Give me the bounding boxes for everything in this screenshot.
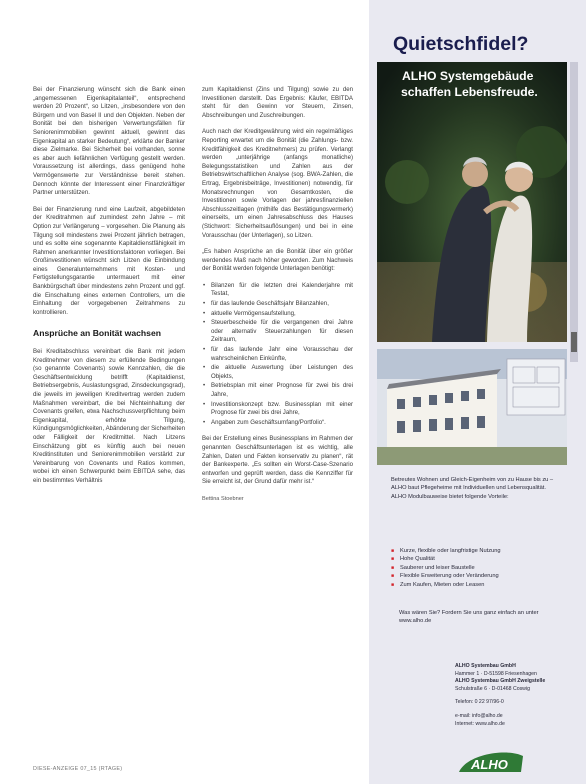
ad-address-block <box>455 663 565 728</box>
company-name: ALHO Systembau GmbH <box>455 663 516 669</box>
phone-number: Telefon: 0 22 97/96-0 <box>455 699 504 706</box>
list-item: • Investitionskonzept bzw. Businessplan mit einer Prognose für zwei bis drei Jahre, <box>202 401 353 418</box>
requirements-list <box>202 282 353 428</box>
ad-tagline-2: schaffen Lebensfreude. <box>401 85 538 99</box>
list-item: • Betriebsplan mit einer Prognose für zwei bis drei Jahre, <box>202 382 353 399</box>
website-link[interactable]: Internet: www.alho.de <box>455 720 505 727</box>
ad-contact-prompt: Was wären Sie? Fordern Sie uns ganz einfach an unter www.alho.de <box>399 610 539 625</box>
list-item: ■ Hohe Qualität <box>391 555 563 563</box>
company-name: ALHO Systembau GmbH Zweigstelle <box>455 678 546 685</box>
email-link[interactable]: e-mail: info@alho.de <box>455 712 503 719</box>
company-address: Schulstraße 6 · D-01468 Coswig <box>455 685 530 692</box>
list-item: • für das laufende Geschäftsjahr Bilanzahlen, <box>202 300 353 309</box>
section-heading: Ansprüche an Bonität wachsen <box>33 328 161 339</box>
ad-tagline-1: ALHO Systemgebäude <box>402 69 534 83</box>
ad-intro-text: Betreutes Wohnen und Gleich-Eigenheim von zu Hause bis zu – ALHO baut Pflegeheime mit Individuellen und Lebensqualität. ALHO Modulbauweise bietet folgende Vorteile: <box>391 477 554 500</box>
list-item: • die aktuelle Auswertung über Leistungen des Objekts, <box>202 364 353 381</box>
article-column-1 <box>33 86 185 494</box>
building-photo-image <box>377 349 567 465</box>
list-item: • Angaben zum Geschäftsumfang/Portfolio“. <box>202 419 353 428</box>
ad-side-strip <box>570 62 578 362</box>
list-item: ■ Sauberer und leiser Baustelle <box>391 564 563 572</box>
list-item: • Bilanzen für die letzten drei Kalenderjahre mit Testat, <box>202 282 353 299</box>
paragraph: zum Kapitaldienst (Zins und Tilgung) sowie zu den Investitionen darstellt. Das Ergebnis: Käufer, EBITDA steht für den Gewinn vor Steuern, Zinsen, Abschreibungen und Zuschreibungen. <box>202 86 353 119</box>
paragraph: „Es haben Ansprüche an die Bonität über ein größer werdendes Maß nach höher geworden. Zum Nachweis der Bonität werden folgende Unterlagen benötigt: <box>202 248 353 273</box>
paragraph: Auch nach der Kreditgewährung wird ein regelmäßiges Reporting erwartet um die Bonität (die Zahlungs- bzw. Kreditfähigkeit des Kreditnehmers) zu prüfen. Verlangt werden „unterjährige (anfangs monatliche) Belegungsstatistiken und Zahlen aus der Betriebswirtschaftlichen Analyse (sog. BWA-Zahlen, die Ertrag, Ergebnisbeiträge, Investitionen) notwendig, für Monatsrechnungen von Gesamtkosten, die Investitionen sowie Vorlagen der jahresfinanziellen Abschlusszeitlagen (mithilfe das Bestätigungsvermerk) einerseits, um einen Jahresabschluss des Hauses (Stichwort: Sicherheitsauflösungen) und bei in eine Vorausschau (der Unterlagen), so Litzen. <box>202 128 353 239</box>
article-column-2 <box>202 86 353 512</box>
list-item: • Steuerbescheide für die vergangenen drei Jahre oder alternativ Steuerzahlungen für diesen Zeitraum, <box>202 319 353 345</box>
ad-photo-building <box>377 349 567 465</box>
alho-logo <box>457 750 525 774</box>
list-item: ■ Flexible Erweiterung oder Veränderung <box>391 572 563 580</box>
paragraph: Bei der Erstellung eines Businessplans im Rahmen der genannten Geschäftsunterlagen ist es wichtig, alle Zahlen, Daten und Fakten konservativ zu planen“, rät der Bankexperte. „Es sollten ein Worst-Case-Szenario entworfen und geprüft werden, dass die Kennziffer für Sie erreicht ist, der Grund dafür mehr ist.“ <box>202 435 353 486</box>
paragraph: Bei der Finanzierung rund eine Laufzeit, abgebildeten der Kreditrahmen auf zumindest zehn Jahre – mit Option zur Verlängerung – vorgesehen. Die Planung als Tilgung soll mindestens zwei Prozent jährlich betragen, und es sollte eine sogenannte Kapitaldienstfähigkeit im Rahmen anerkannter Investitionsfaktoren vorliegen. Bei Großinvestitionen wünscht sich Litzen die Einbindung eines Generalunternehmens mit Kosten- und Fertigstellungsgarantie untermauert mit einer Bankbürgschaft über mindestens zehn Prozent und ggf. die Einschaltung eines externen Controllers, um die Einhaltung der vorgegebenen Zeitrahmens zu kontrollieren. <box>33 205 185 316</box>
ad-photo-elderly-couple <box>377 62 567 342</box>
ad-headline: Quietschfidel? <box>393 33 529 55</box>
ad-benefits-list <box>391 547 563 589</box>
paragraph: Bei Kreditabschluss vereinbart die Bank mit jedem Kreditnehmer von diesem zu erfüllende Bedingungen (so genannte Covenants) sowie Kennzahlen, die die Geschäftsentwicklung betrifft (Kapitaldienst, Betriebsergebnis, Auslastungsgrad, Zinsdeckungsgrad), die jeweils im jeweiligen Kreditvertrag werden zudem Maßnahmen vereinbart, die bei Nichteinhaltung der Covenants greifen, etwa Nachschussverpflichtung beim Eigenkapital, erhöhte Tilgung, Kündigungsmöglichkeiten, Abänderung der Sicherheiten oder Fälligkeit der Kreditmittel. Nach Litzens Einschätzung gibt es künftig auch bei neuen Kreditinstituten und Seniorenimmobilien verstärkt zur Vereinbarung von Covenants und Ratios kommen, wobei ich einen Schwerpunkt beim EBITDA sehe, das ein bestimmtes Verhältnis <box>33 348 185 484</box>
svg-text:ALHO: ALHO <box>471 757 508 772</box>
paragraph: Bei der Finanzierung wünscht sich die Bank einen „angemessenen Eigenkapitalanteil“, entsprechend werden 20 Prozent“, so Litzen, „insbesondere von den Bürgern und von Basel II und den Objekten. Neben der Bonität bei den bisherigen Verwertungsfällen für Seniorenimmobilien gewinnt aktuell, gewinnt das Eigenkapital an starker Bedeutung“, erklärte der Banker diese Zielmarke. Bei Sicherheit bei vorhanden, sonne es aber auch liefähnlichen Verfügung gestellt werden. Voraussetzung ist allerdings, dass genügend hohe Vermögenswerte zur Verständnisse bereit stehen. Dennoch könnte der Interessent einer Finanzkräftiger Partner unterstützen. <box>33 86 185 197</box>
couple-photo-image <box>377 62 567 342</box>
author-name: Bettina Stoebner <box>202 495 244 502</box>
list-item: ■ Zum Kaufen, Mieten oder Leasen <box>391 581 563 589</box>
alho-advertisement <box>369 0 586 784</box>
list-item: • für das laufende Jahr eine Vorausschau der wahrscheinlichen Einkünfte, <box>202 346 353 363</box>
list-item: • aktuelle Vermögensaufstellung, <box>202 310 353 319</box>
page-footer: DIESE-ANZEIGE 07_15 (RTAGE) <box>33 766 123 772</box>
list-item: ■ Kurze, flexible oder langfristige Nutzung <box>391 547 563 555</box>
company-address: Hammer 1 · D-51598 Friesenhagen <box>455 670 537 677</box>
